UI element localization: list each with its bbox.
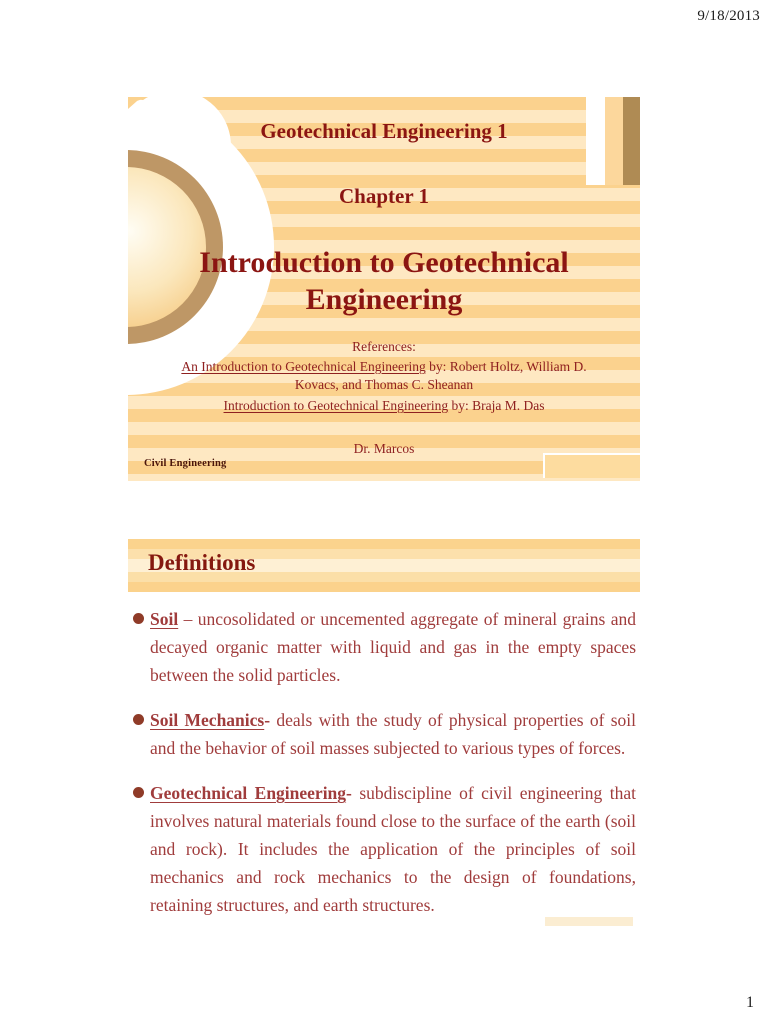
reference-2: [128, 398, 640, 414]
bullet-dot-icon: [133, 787, 144, 798]
definition-soil-text: uncosolidated or uncemented aggregate of mineral grains and decayed organic matter with liquid and gas in the empty spaces between the solid particles.: [150, 609, 637, 685]
reference-1-book-title: An Introduction to Geotechnical Engineering: [181, 359, 426, 374]
bullet-dot-icon: [133, 714, 144, 725]
definition-soil-term: Soil: [150, 609, 179, 629]
reference-2-authors: by: Braja M. Das: [448, 398, 545, 413]
slide-main-title: Introduction to Geotechnical Engineering: [199, 246, 569, 316]
reference-2-book-title: Introduction to Geotechnical Engineering: [223, 398, 449, 413]
definition-soil-mechanics-text: deals with the study of physical properties of soil and the behavior of soil masses subjected to various types of forces.: [150, 710, 637, 758]
course-title: Geotechnical Engineering 1: [260, 119, 508, 143]
definition-soil-mechanics-separator: -: [264, 710, 277, 730]
definition-soil: [132, 605, 636, 689]
slide-2-definitions-slide: [128, 539, 640, 929]
definition-soil-mechanics: [132, 706, 636, 762]
slide-footer-department: Civil Engineering: [144, 458, 227, 469]
slide-2-title: Definitions: [148, 550, 256, 575]
slide-1-title-slide: [128, 97, 640, 481]
definition-geotechnical-engineering-term: Geotechnical Engineering: [150, 783, 347, 803]
definition-geotechnical-engineering: [132, 779, 636, 919]
page-number: 1: [746, 994, 754, 1011]
print-date: 9/18/2013: [697, 8, 760, 24]
reference-1: [164, 358, 604, 394]
author-name: Dr. Marcos: [353, 441, 415, 456]
reference-1-authors: by: Robert Holtz, William D. Kovacs, and Thomas C. Sheanan: [294, 359, 587, 392]
definition-soil-mechanics-term: Soil Mechanics: [150, 710, 265, 730]
definition-soil-separator: –: [178, 609, 198, 629]
slide-1-corner-placeholder: [543, 453, 640, 478]
slide-2-header-band: [128, 539, 640, 592]
slide-2-body: [132, 597, 636, 919]
slide-2-corner-placeholder: [545, 917, 633, 926]
definition-geotechnical-engineering-text: subdiscipline of civil engineering that involves natural materials found close to the surface of the earth (soil and rock). It includes the application of the principles of soil mechanics and rock mechanics to the design of foundations, retaining structures, and earth structures.: [150, 783, 636, 915]
bullet-dot-icon: [133, 613, 144, 624]
references-label: References:: [352, 339, 416, 354]
chapter-heading: Chapter 1: [338, 184, 430, 208]
definition-geotechnical-engineering-separator: -: [346, 783, 360, 803]
